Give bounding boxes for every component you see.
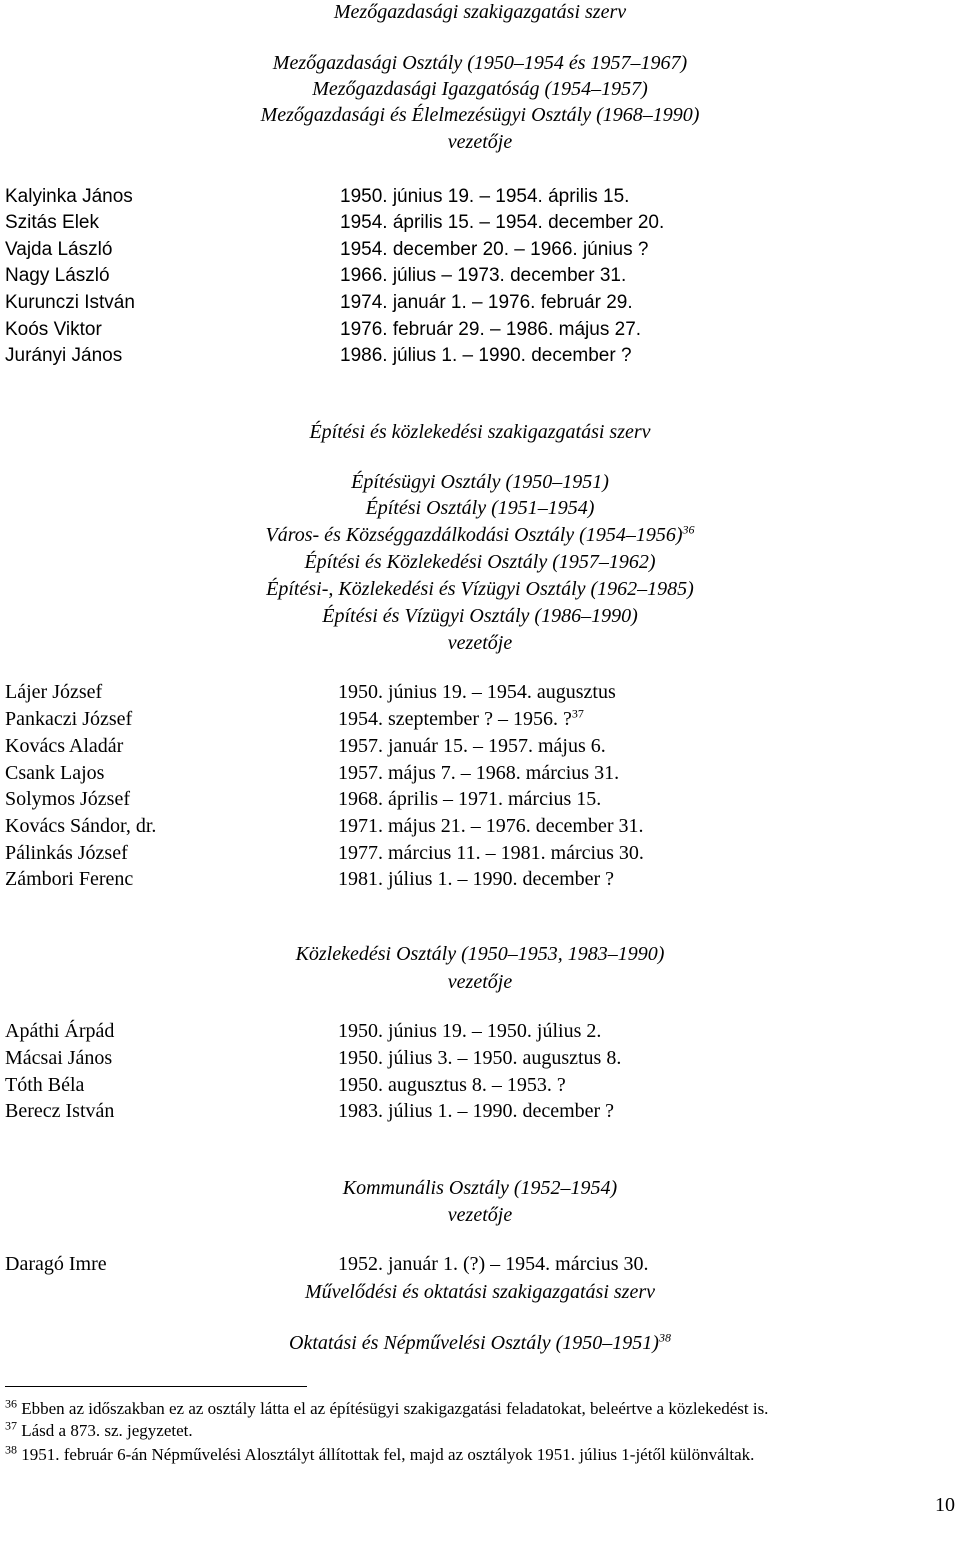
page-number: 10 [935,1494,955,1516]
leader-name: Apáthi Árpád [5,1020,115,1042]
tenure-dates: 1977. március 11. – 1981. március 30. [338,842,644,864]
leader-name: Zámbori Ferenc [5,868,134,890]
tenure-dates: 1954. április 15. – 1954. december 20. [340,212,665,233]
leader-name: Csank Lajos [5,762,105,784]
tenure-dates: 1950. augusztus 8. – 1953. ? [338,1074,566,1096]
leader-name: Pankaczi József [5,708,133,730]
footnote-text: 1951. február 6-án Népművelési Alosztályt állítottak fel, majd az osztályok 1951. július 1-jétől különváltak. [21,1445,755,1464]
list-item [5,342,945,369]
list-item [5,760,945,787]
leader-name: Daragó Imre [5,1253,107,1275]
tenure-dates: 1971. május 21. – 1976. december 31. [338,815,644,837]
tenure-dates: 1952. január 1. (?) – 1954. március 30. [338,1253,649,1275]
tenure-dates: 1950. június 19. – 1954. augusztus [338,681,616,703]
footnote-text: Ebben az időszakban ez az osztály látta el az építésügyi szakigazgatási feladatokat, beleértve a közlekedést is. [21,1399,769,1418]
leader-name: Pálinkás József [5,842,128,864]
list-item [5,236,945,263]
list-item [5,679,945,706]
list-item [5,813,945,840]
list-item [5,209,945,236]
tenure-dates: 1981. július 1. – 1990. december ? [338,868,615,890]
department-name-text: Oktatási és Népművelési Osztály (1950–1951) [289,1332,659,1354]
leader-name: Szitás Elek [5,212,99,233]
tenure-dates: 1968. április – 1971. március 15. [338,788,602,810]
list-item [5,840,945,867]
department-name: Mezőgazdasági és Élelmezésügyi Osztály (1968–1990) [260,104,700,126]
leader-name: Kovács Aladár [5,735,124,757]
leader-name: Lájer József [5,681,103,703]
department-name: Építési-, Közlekedési és Vízügyi Osztály (1962–1985) [266,578,694,600]
tenure-dates: 1950. június 19. – 1954. április 15. [340,186,630,207]
footnote-number: 37 [5,1418,17,1433]
department-name: Kommunális Osztály (1952–1954) [342,1177,618,1199]
leader-name: Koós Viktor [5,319,102,340]
department-name: Építési és Vízügyi Osztály (1986–1990) [322,605,638,627]
footnote-ref: 36 [682,522,695,537]
tenure-dates: 1986. július 1. – 1990. december ? [340,345,632,366]
leader-name: Tóth Béla [5,1074,85,1096]
leader-name: Jurányi János [5,345,123,366]
list-item [5,1098,945,1125]
tenure-dates: 1950. június 19. – 1950. július 2. [338,1020,602,1042]
leader-name: Solymos József [5,788,130,810]
department-name-text: Város- és Községgazdálkodási Osztály (1954–1956) [265,524,683,546]
department-name: Építésügyi Osztály (1950–1951) [351,471,609,493]
tenure-dates [338,706,584,733]
tenure-dates: 1957. május 7. – 1968. március 31. [338,762,620,784]
leader-name: Kurunczi István [5,292,135,313]
list-item [5,1018,945,1045]
leader-name: Nagy László [5,265,110,286]
leader-name: Berecz István [5,1100,115,1122]
department-name [0,522,960,548]
footnote-number: 36 [5,1396,17,1411]
leader-label: vezetője [447,1204,513,1226]
list-item [5,1251,945,1278]
section-heading: Építési és közlekedési szakigazgatási szerv [309,421,651,443]
tenure-dates: 1976. február 29. – 1986. május 27. [340,319,642,340]
list-item [5,866,945,893]
leader-name: Kalyinka János [5,186,133,207]
footnote-ref: 38 [658,1330,671,1345]
leader-label: vezetője [447,632,513,654]
footnote [5,1398,955,1420]
footnote [5,1444,955,1466]
list-item [5,262,945,289]
tenure-dates-text: 1954. szeptember ? – 1956. ? [338,708,572,730]
footnote-number: 38 [5,1442,17,1457]
tenure-dates: 1957. január 15. – 1957. május 6. [338,735,606,757]
tenure-dates: 1954. december 20. – 1966. június ? [340,239,649,260]
list-item [5,289,945,316]
leader-name: Vajda László [5,239,113,260]
department-name: Építési és Közlekedési Osztály (1957–1962) [304,551,656,573]
tenure-dates: 1974. január 1. – 1976. február 29. [340,292,633,313]
footnote-ref: 37 [571,706,584,721]
footnote-text: Lásd a 873. sz. jegyzetet. [21,1421,193,1440]
leader-label: vezetője [447,971,513,993]
list-item [5,316,945,343]
list-item [5,183,945,210]
section-heading: Mezőgazdasági szakigazgatási szerv [333,1,627,23]
list-item [5,1072,945,1099]
tenure-dates: 1950. július 3. – 1950. augusztus 8. [338,1047,622,1069]
list-item [5,706,945,733]
tenure-dates: 1983. július 1. – 1990. december ? [338,1100,615,1122]
department-name [0,1330,960,1356]
tenure-dates: 1966. július – 1973. december 31. [340,265,627,286]
section-heading: Művelődési és oktatási szakigazgatási szerv [305,1281,655,1303]
list-item [5,733,945,760]
leader-name: Kovács Sándor, dr. [5,815,157,837]
footnote-separator [5,1386,307,1387]
department-name: Mezőgazdasági Osztály (1950–1954 és 1957–1967) [272,52,688,74]
department-name: Közlekedési Osztály (1950–1953, 1983–1990) [295,943,665,965]
department-name: Építési Osztály (1951–1954) [365,497,595,519]
footnote [5,1420,955,1442]
list-item [5,1045,945,1072]
leader-name: Mácsai János [5,1047,113,1069]
leader-label: vezetője [447,131,513,153]
list-item [5,786,945,813]
department-name: Mezőgazdasági Igazgatóság (1954–1957) [312,78,648,100]
